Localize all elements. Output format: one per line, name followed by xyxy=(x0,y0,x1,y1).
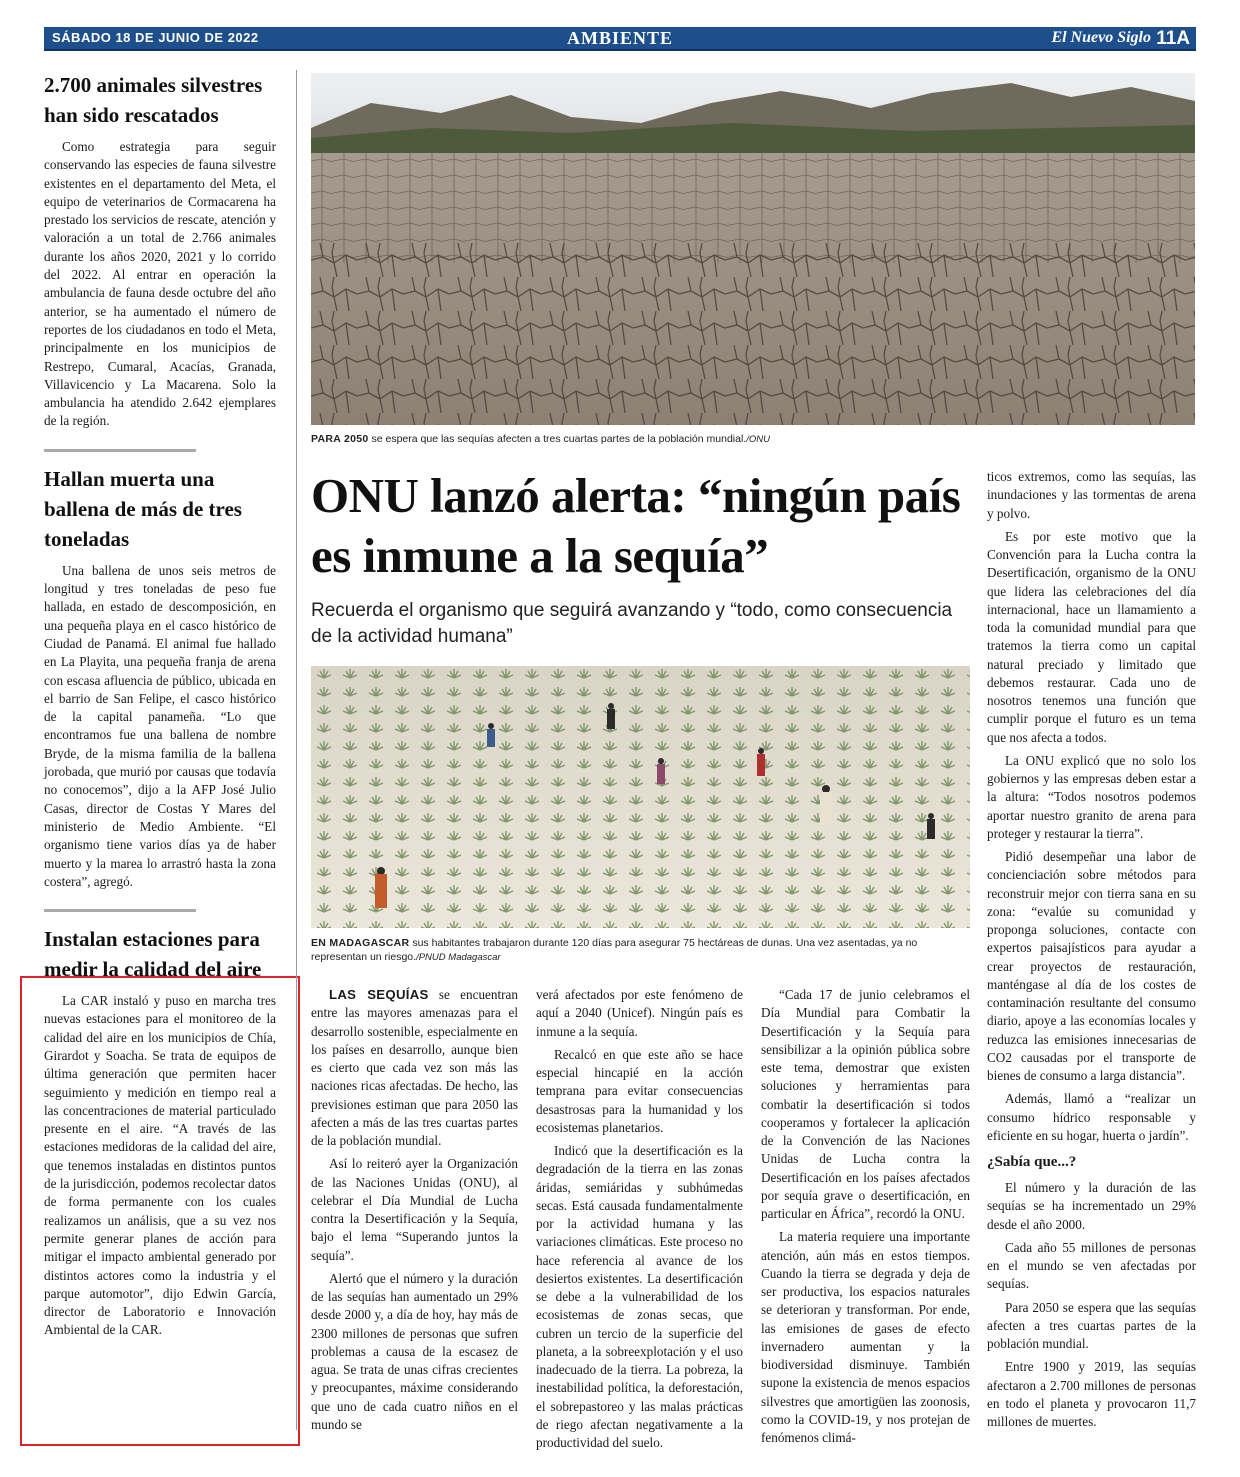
article-paragraph: ticos extremos, como las sequías, las inundaciones y las tormentas de arena y polvo. xyxy=(987,469,1196,521)
sidebar-fact: Entre 1900 y 2019, las sequías afectaron a 2.700 millones de personas en todo el planeta y provocaron 11,7 millones de muertes. xyxy=(987,1359,1196,1429)
article-paragraph: verá afectados por este fenómeno de aquí a 2040 (Unicef). Ningún país es inmune a la sequía. xyxy=(536,987,743,1039)
brief-title: Instalan estaciones para medir la calidad del aire xyxy=(44,927,262,982)
column-divider xyxy=(296,70,297,1430)
article-column-3 xyxy=(761,986,970,1447)
article-headline: ONU lanzó alerta: “ningún país es inmune a la sequía” xyxy=(311,468,961,583)
sidebar-fact: Para 2050 se espera que las sequías afecten a tres cuartas partes de la población mundial. xyxy=(987,1299,1196,1351)
brief-divider xyxy=(44,909,196,912)
issue-date: SÁBADO 18 DE JUNIO DE 2022 xyxy=(52,30,259,45)
article-paragraph: Pidió desempeñar una labor de concienciación sobre métodos para reconstruir mejor con tierra sana en su zona: “evalúe su comunidad y proponga soluciones, contacte con expertos paisajísticos para ayudar a crear proyectos de restauración, manténgase al día de los costes de contaminación resultante del consumo diario, apoye a las economías locales y reduzca las emisiones innecesarias de CO2 causadas por el transporte de bienes de consumo a larga distancia”. xyxy=(987,849,1196,1083)
page-number: 11A xyxy=(1156,28,1190,49)
brief-body: Una ballena de unos seis metros de longitud y tres toneladas de peso fue hallada, en estado de descomposición, en una pequeña playa en el casco histórico de Ciudad de Panamá. El animal fue hallado en La Playita, una pequeña franja de arena con escasa afluencia de público, ubicada en el barrio de San Felipe, el casco histórico de la capital panameña. “Lo que encontramos fue una ballena de nombre Bryde, de la misma familia de la ballena jorobada, que murió por causas que todavía no conocemos”, dijo a la AFP José Julio Casas, director de Costas Y Mares del ministerio de Medio Ambiente. “El organismo tiene varios días ya de haber muerto y la marea lo arrastró hasta la zona costera”, agregó. xyxy=(44,562,276,889)
brief-title: Hallan muerta una ballena de más de tres toneladas xyxy=(44,466,242,551)
sidebar-title: ¿Sabía que...? xyxy=(987,1154,1077,1170)
sidebar-fact: El número y la duración de las sequías se ha incrementado un 29% desde el año 2000. xyxy=(987,1180,1196,1232)
article-column-2 xyxy=(536,986,743,1452)
brief-air-quality xyxy=(44,924,276,1340)
brief-body: Como estrategia para seguir conservando las especies de fauna silvestre existentes en el departamento del Meta, el equipo de veterinarios de Cormacarena ha prestado los servicios de rescate, atención y valoración a un total de 2.766 animales durante los años 2020, 2021 y lo corrido del 2022. Al entrar en operación la ambulancia de fauna desde octubre del año anterior, se ha aumentado el número de reportes de los ciudadanos en todo el Meta, principalmente en los municipios de Restrepo, Cumaral, Acacías, Granada, Villavicencio y La Macarena. Solo la ambulancia ha atendido 2.642 ejemplares de la región. xyxy=(44,139,276,429)
article-paragraph: Alertó que el número y la duración de las sequías han aumentado un 29% desde 2000 y, a día de hoy, hay más de 2300 millones de personas que sufren problemas a causa de la escasez de agua. Se trata de unas cifras crecientes y preocupantes, máxime considerando que uno de cada cuatro niños en el mundo se xyxy=(311,1270,518,1432)
article-column-4 xyxy=(987,468,1196,1431)
brief-whale xyxy=(44,464,276,891)
brief-title: 2.700 animales silvestres han sido rescatados xyxy=(44,73,263,127)
briefs-column xyxy=(44,70,276,1340)
sidebar-fact: Cada año 55 millones de personas en el mundo se ven afectadas por sequías. xyxy=(987,1239,1196,1292)
newspaper-logo: El Nuevo Siglo xyxy=(1051,29,1151,46)
article-paragraph: Así lo reiteró ayer la Organización de las Naciones Unidas (ONU), al celebrar el Día Mundial de Lucha contra la Desertificación y la Sequía, bajo el lema “Superando juntos la sequía”. xyxy=(311,1156,518,1263)
brief-animals xyxy=(44,70,276,431)
article-paragraph: Indicó que la desertificación es la degradación de la tierra en las zonas áridas, semiáridas y subhúmedas secas. Está causada fundamentalmente por la actividad humana y las variaciones climáticas. Este proceso no hace referencia al avance de los desiertos existentes. La desertificación se debe a la vulnerabilidad de los ecosistemas de zonas secas, que cubren un tercio de la superficie del planeta, a la sobreexplotación y el uso inadecuado de la tierra. La pobreza, la inestabilidad política, la deforestación, el sobrepastoreo y las malas prácticas de riego afectan negativamente a la productividad del suelo. xyxy=(536,1143,743,1450)
section-name: AMBIENTE xyxy=(566,28,673,48)
madagascar-dunes-photo xyxy=(311,666,970,928)
article-lead-word: LAS SEQUÍAS xyxy=(329,987,429,1002)
section-masthead xyxy=(44,27,1196,51)
article-deck: Recuerda el organismo que seguirá avanzando y “todo, como consecuencia de la actividad humana” xyxy=(311,600,953,647)
brief-divider xyxy=(44,449,196,452)
photo-caption: PARA 2050 se espera que las sequías afecten a tres cuartas partes de la población mundial./ONU xyxy=(311,433,770,445)
brief-body: La CAR instaló y puso en marcha tres nuevas estaciones para el monitoreo de la calidad del aire en los municipios de Chía, Girardot y Soacha. Se trata de equipos de última generación que permiten hacer seguimiento y medición en tiempo real a las concentraciones de material particulado presente en el aire. “A través de las estaciones medidoras de la calidad del aire, que tenemos instaladas en distintos puntos de la jurisdicción, podemos recolectar datos de forma permanente con los cuales realizamos un análisis, que a su vez nos permite generar planes de acción para mitigar el impacto ambiental generado por distintos actores como la industria y el parque automotor”, dijo Edwin García, director de Laboratorio e Innovación Ambiental de la CAR. xyxy=(44,993,276,1338)
article-paragraph: Recalcó en que este año se hace especial hincapié en la acción temprana para evitar consecuencias desastrosas para la humanidad y los ecosistemas planetarios. xyxy=(536,1046,743,1135)
article-paragraph: La ONU explicó que no solo los gobiernos y las empresas deben estar a la altura: “Todos nosotros podemos aportar nuestro granito de arena para proteger y restaurar la tierra”. xyxy=(987,752,1196,841)
article-paragraph: “Cada 17 de junio celebramos el Día Mundial para Combatir la Desertificación y la Sequía para sensibilizar a la opinión pública sobre este tema, demostrar que existen soluciones y herramientas para combatir la desertificación si todos cooperamos y fortalecer la aplicación de la Convención de las Naciones Unidas de Lucha contra la Desertificación en los países afectados por sequía grave o desertificación, en particular en África”, recordó la ONU. xyxy=(761,987,970,1221)
article-paragraph: Es por este motivo que la Convención para la Lucha contra la Desertificación, organismo de la ONU que lidera las celebraciones del día internacional, hace un llamamiento a toda la comunidad mundial para que tratemos la tierra como un capital natural preciado y limitado que debemos restaurar. Cada uno de nosotros tenemos una función que cumplir porque el futuro es un tema que nos afecta a todos. xyxy=(987,528,1196,745)
cracked-earth-photo xyxy=(311,73,1195,425)
photo-caption: EN MADAGASCAR sus habitantes trabajaron durante 120 días para asegurar 75 hectáreas de dunas. Una vez asentadas, ya no representan un riesgo./PNUD Madagascar xyxy=(311,937,918,963)
article-paragraph: Además, llamó a “realizar un consumo hídrico responsable y eficiente en su hogar, huerta o jardín”. xyxy=(987,1091,1196,1143)
article-column-1: LAS SEQUÍAS se encuentran entre las mayores amenazas para el desarrollo sostenible, especialmente en los países en desarrollo, aunque bien es cierto que cada vez son más las naciones ricas afectadas. De hecho, las previsiones estiman que para 2050 las afecten a más de las tres cuartas partes de la población mundial. Así lo reiteró ayer la Organización de las Naciones Unidas (ONU), al celebrar el Día Mundial de Lucha contra la Desertificación y la Sequía, bajo el lema “Superando juntos la sequía”. Alertó que el número y la duración de las sequías han aumentado un 29% desde 2000 y, a día de hoy, hay más de 2300 millones de personas que sufren problemas a causa de la escasez de agua. Se trata de unas cifras crecientes y preocupantes, máxime considerando que uno de cada cuatro niños en el mundo se xyxy=(311,986,518,1434)
article-paragraph: La materia requiere una importante atención, aún más en estos tiempos. Cuando la tierra se degrada y deja de ser productiva, los espacios naturales se deterioran y transforman. Por ende, las emisiones de gases de efecto invernadero aumentan y la biodiversidad disminuye. También supone la existencia de menos espacios silvestres que amortigüen las zoonosis, como la COVID-19, y nos protejan de fenómenos climá- xyxy=(761,1229,970,1445)
